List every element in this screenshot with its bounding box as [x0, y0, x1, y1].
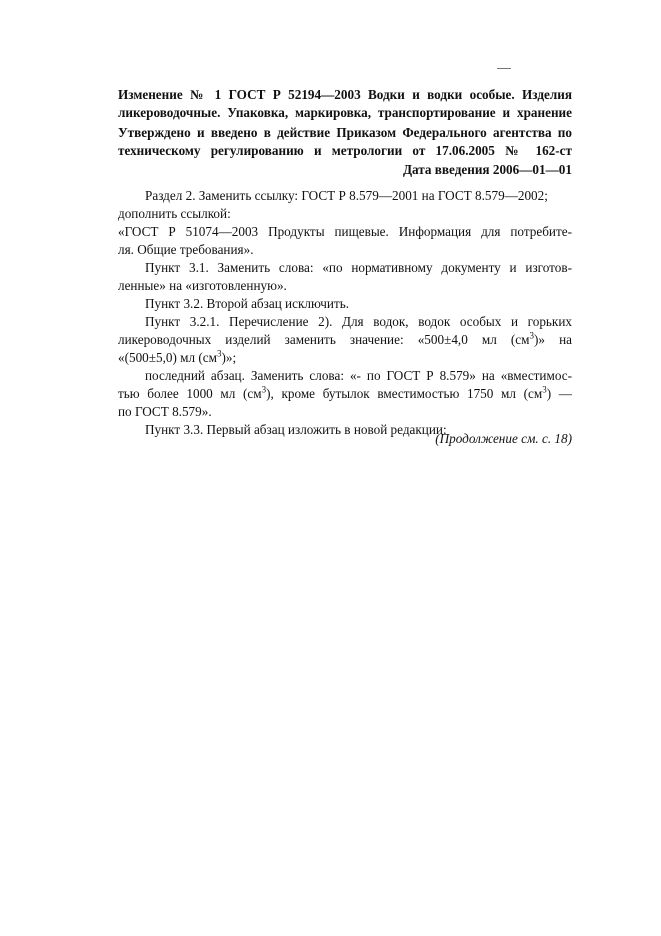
body-line: по ГОСТ 8.579». [118, 404, 212, 419]
approval-statement [118, 124, 572, 160]
text-segment: ликероводочных изделий заменить значение: «500±4,0 мл (см [118, 332, 530, 347]
approval-line-2: техническому регулированию и метрологии от 17.06.2005 № 162-ст [118, 143, 572, 158]
title-line-1: Изменение № 1 ГОСТ Р 52194—2003 Водки и водки особые. Изделия [118, 87, 572, 102]
body-line: последний абзац. Заменить слова: «- по ГОСТ Р 8.579» на «вместимос- [145, 368, 572, 383]
body-line: «ГОСТ Р 51074—2003 Продукты пищевые. Информация для потребите- [118, 224, 572, 239]
body-line: ленные» на «изготовленную». [118, 278, 287, 293]
body-line [118, 331, 572, 349]
body-line [118, 349, 572, 367]
approval-line-1: Утверждено и введено в действие Приказом Федерального агентства по [118, 125, 572, 140]
body-line [118, 385, 572, 403]
superscript: 3 [217, 348, 222, 359]
body-line: Пункт 3.2.1. Перечисление 2). Для водок, водок особых и горьких [145, 314, 572, 329]
title-line-2: ликероводочные. Упаковка, маркировка, транспортирование и хранение [118, 105, 572, 120]
body-line: дополнить ссылкой: [118, 206, 231, 221]
text-segment: ), кроме бутылок вместимостью 1750 мл (см [266, 386, 543, 401]
text-segment: )» на [534, 332, 572, 347]
scan-mark [497, 68, 511, 69]
text-segment: «(500±5,0) мл (см [118, 350, 217, 365]
superscript: 3 [529, 330, 534, 341]
document-title [118, 86, 572, 122]
document-body [118, 187, 572, 439]
superscript: 3 [542, 384, 547, 395]
body-line: Пункт 3.3. Первый абзац изложить в новой редакции: [145, 422, 447, 437]
superscript: 3 [261, 384, 267, 395]
body-line: Пункт 3.2. Второй абзац исключить. [145, 296, 350, 311]
text-segment: ) — [546, 386, 572, 401]
text-segment: )»; [221, 350, 237, 365]
continuation-note: (Продолжение см. с. 18) [435, 431, 572, 446]
text-segment: тью более 1000 мл (см [118, 386, 262, 401]
body-line: Пункт 3.1. Заменить слова: «по нормативному документу и изготов- [145, 260, 572, 275]
body-line: ля. Общие требования». [118, 242, 254, 257]
body-line: Раздел 2. Заменить ссылку: ГОСТ Р 8.579—2001 на ГОСТ 8.579—2002; [145, 188, 548, 203]
effective-date: Дата введения 2006—01—01 [402, 162, 572, 177]
